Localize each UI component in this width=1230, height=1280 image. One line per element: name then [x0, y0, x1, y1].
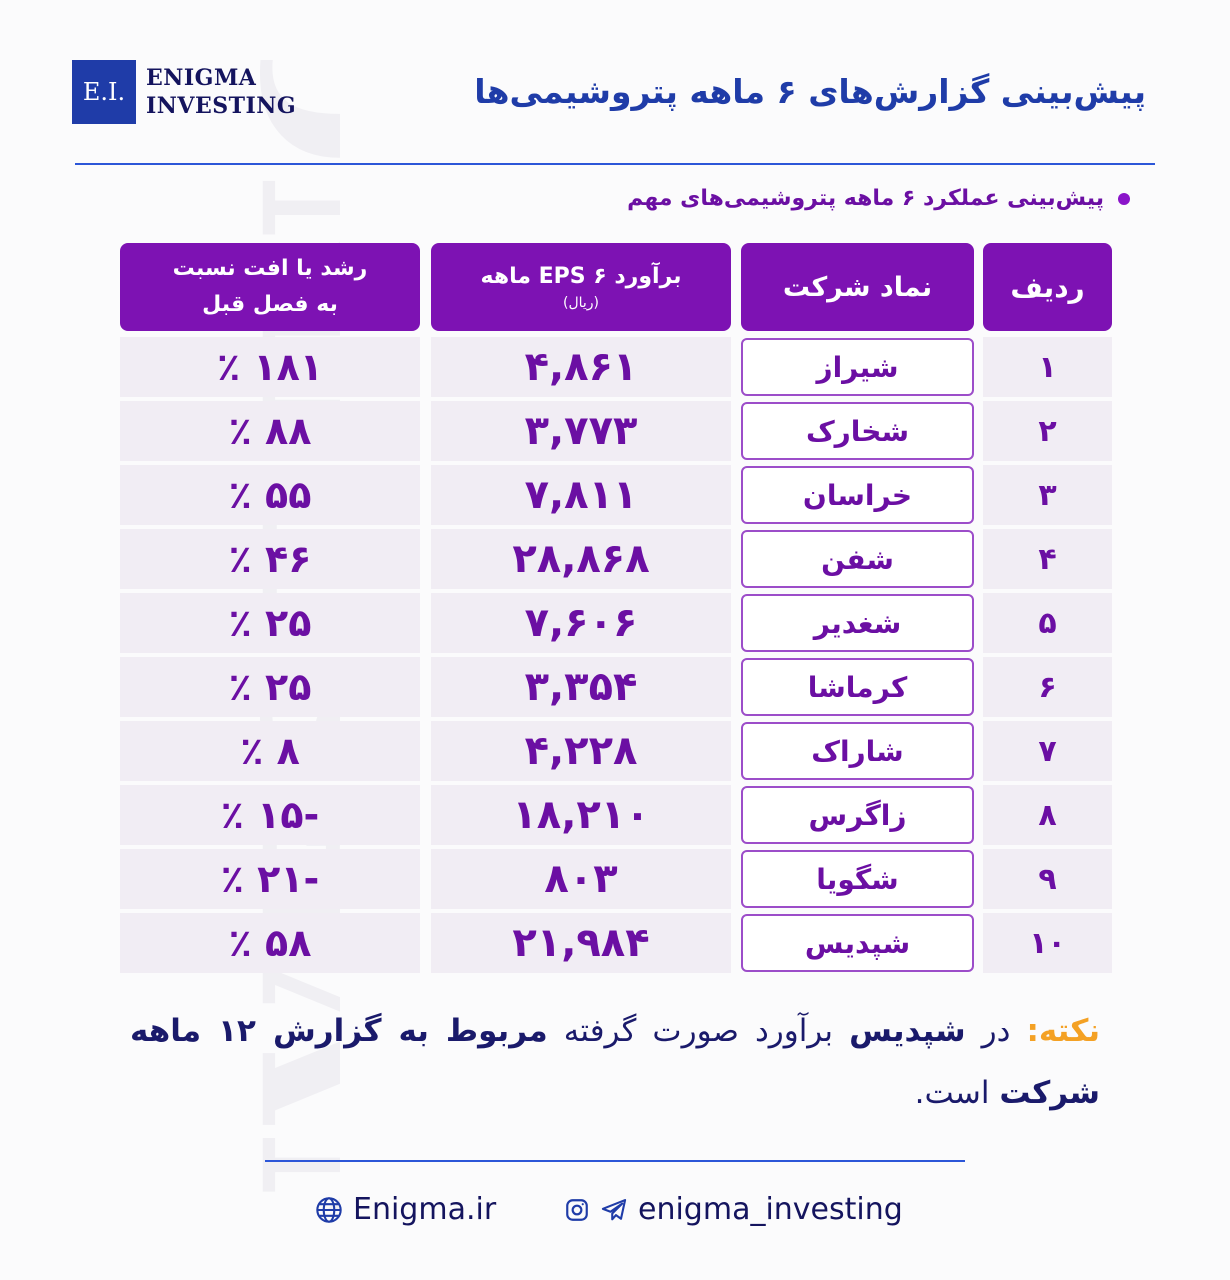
growth-cell: ۸۸ ٪	[120, 401, 420, 461]
table-row	[120, 401, 1112, 461]
symbol-cell: شغدیر	[741, 594, 974, 652]
header-growth	[120, 243, 420, 331]
growth-cell: ۵۵ ٪	[120, 465, 420, 525]
eps-cell: ۳,۷۷۳	[431, 401, 731, 461]
eps-cell: ۴,۲۲۸	[431, 721, 731, 781]
table-row	[120, 465, 1112, 525]
bullet-icon	[1118, 193, 1130, 205]
eps-cell: ۷,۶۰۶	[431, 593, 731, 653]
header-growth-line1: رشد یا افت نسبت	[172, 256, 368, 281]
header-eps-unit: (ریال)	[562, 294, 600, 311]
growth-cell: -۱۵ ٪	[120, 785, 420, 845]
eps-cell: ۴,۸۶۱	[431, 337, 731, 397]
rank-cell: ۵	[983, 593, 1112, 653]
instagram-icon	[564, 1197, 590, 1223]
table-row	[120, 593, 1112, 653]
eps-cell: ۲۸,۸۶۸	[431, 529, 731, 589]
note-text-1: در	[965, 1013, 1027, 1049]
table-row	[120, 529, 1112, 589]
header-growth-line2: به فصل قبل	[202, 292, 338, 317]
rank-cell: ۲	[983, 401, 1112, 461]
rank-cell: ۸	[983, 785, 1112, 845]
social-handle-link[interactable]	[564, 1192, 903, 1227]
eps-cell: ۷,۸۱۱	[431, 465, 731, 525]
header-rank: ردیف	[983, 243, 1112, 331]
symbol-cell: زاگرس	[741, 786, 974, 844]
table-row	[120, 849, 1112, 909]
symbol-cell: خراسان	[741, 466, 974, 524]
header-eps	[431, 243, 731, 331]
eps-cell: ۳,۳۵۴	[431, 657, 731, 717]
subtitle-text: پیش‌بینی عملکرد ۶ ماهه پتروشیمی‌های مهم	[627, 186, 1104, 211]
globe-icon	[315, 1196, 343, 1224]
growth-cell: ۲۵ ٪	[120, 593, 420, 653]
growth-cell: ۸ ٪	[120, 721, 420, 781]
social-handle-text: enigma_investing	[638, 1192, 903, 1227]
logo-mark: E.I.	[72, 60, 136, 124]
growth-cell: ۴۶ ٪	[120, 529, 420, 589]
growth-cell: ۵۸ ٪	[120, 913, 420, 973]
table-row	[120, 785, 1112, 845]
note-text-2: برآورد صورت گرفته	[547, 1013, 850, 1049]
table-row	[120, 913, 1112, 973]
table-row	[120, 337, 1112, 397]
website-text: Enigma.ir	[353, 1192, 497, 1227]
symbol-cell: شفن	[741, 530, 974, 588]
symbol-cell: شخارک	[741, 402, 974, 460]
table-row	[120, 721, 1112, 781]
table-row	[120, 657, 1112, 717]
footer	[0, 1192, 1230, 1232]
section-subtitle	[627, 186, 1130, 211]
bottom-divider	[265, 1160, 965, 1162]
rank-cell: ۴	[983, 529, 1112, 589]
footnote	[130, 1000, 1100, 1124]
symbol-cell: شیراز	[741, 338, 974, 396]
rank-cell: ۱	[983, 337, 1112, 397]
top-divider	[75, 163, 1155, 165]
eps-cell: ۲۱,۹۸۴	[431, 913, 731, 973]
symbol-cell: شگویا	[741, 850, 974, 908]
logo-line-1: ENIGMA	[146, 65, 257, 91]
website-link[interactable]	[315, 1192, 496, 1227]
note-label: نکته:	[1026, 1013, 1101, 1049]
note-bold-2: مربوط به گزارش ۱۲ ماهه شرکت	[130, 1013, 1100, 1111]
rank-cell: ۳	[983, 465, 1112, 525]
symbol-cell: شاراک	[741, 722, 974, 780]
rank-cell: ۶	[983, 657, 1112, 717]
logo-line-2: INVESTING	[146, 93, 297, 119]
rank-cell: ۱۰	[983, 913, 1112, 973]
eps-cell: ۱۸,۲۱۰	[431, 785, 731, 845]
rank-cell: ۷	[983, 721, 1112, 781]
page-title: پیش‌بینی گزارش‌های ۶ ماهه پتروشیمی‌ها	[474, 72, 1146, 111]
note-bold-1: شپدیس	[849, 1013, 966, 1049]
logo-text	[146, 64, 296, 120]
note-text-3: است.	[914, 1075, 1000, 1111]
growth-cell: -۲۱ ٪	[120, 849, 420, 909]
symbol-cell: شپدیس	[741, 914, 974, 972]
rank-cell: ۹	[983, 849, 1112, 909]
symbol-cell: کرماشا	[741, 658, 974, 716]
header-eps-label: برآورد EPS ۶ ماهه	[480, 263, 682, 289]
growth-cell: ۲۵ ٪	[120, 657, 420, 717]
brand-logo	[72, 60, 296, 124]
telegram-icon	[600, 1196, 628, 1224]
eps-cell: ۸۰۳	[431, 849, 731, 909]
growth-cell: ۱۸۱ ٪	[120, 337, 420, 397]
header-symbol: نماد شرکت	[741, 243, 974, 331]
